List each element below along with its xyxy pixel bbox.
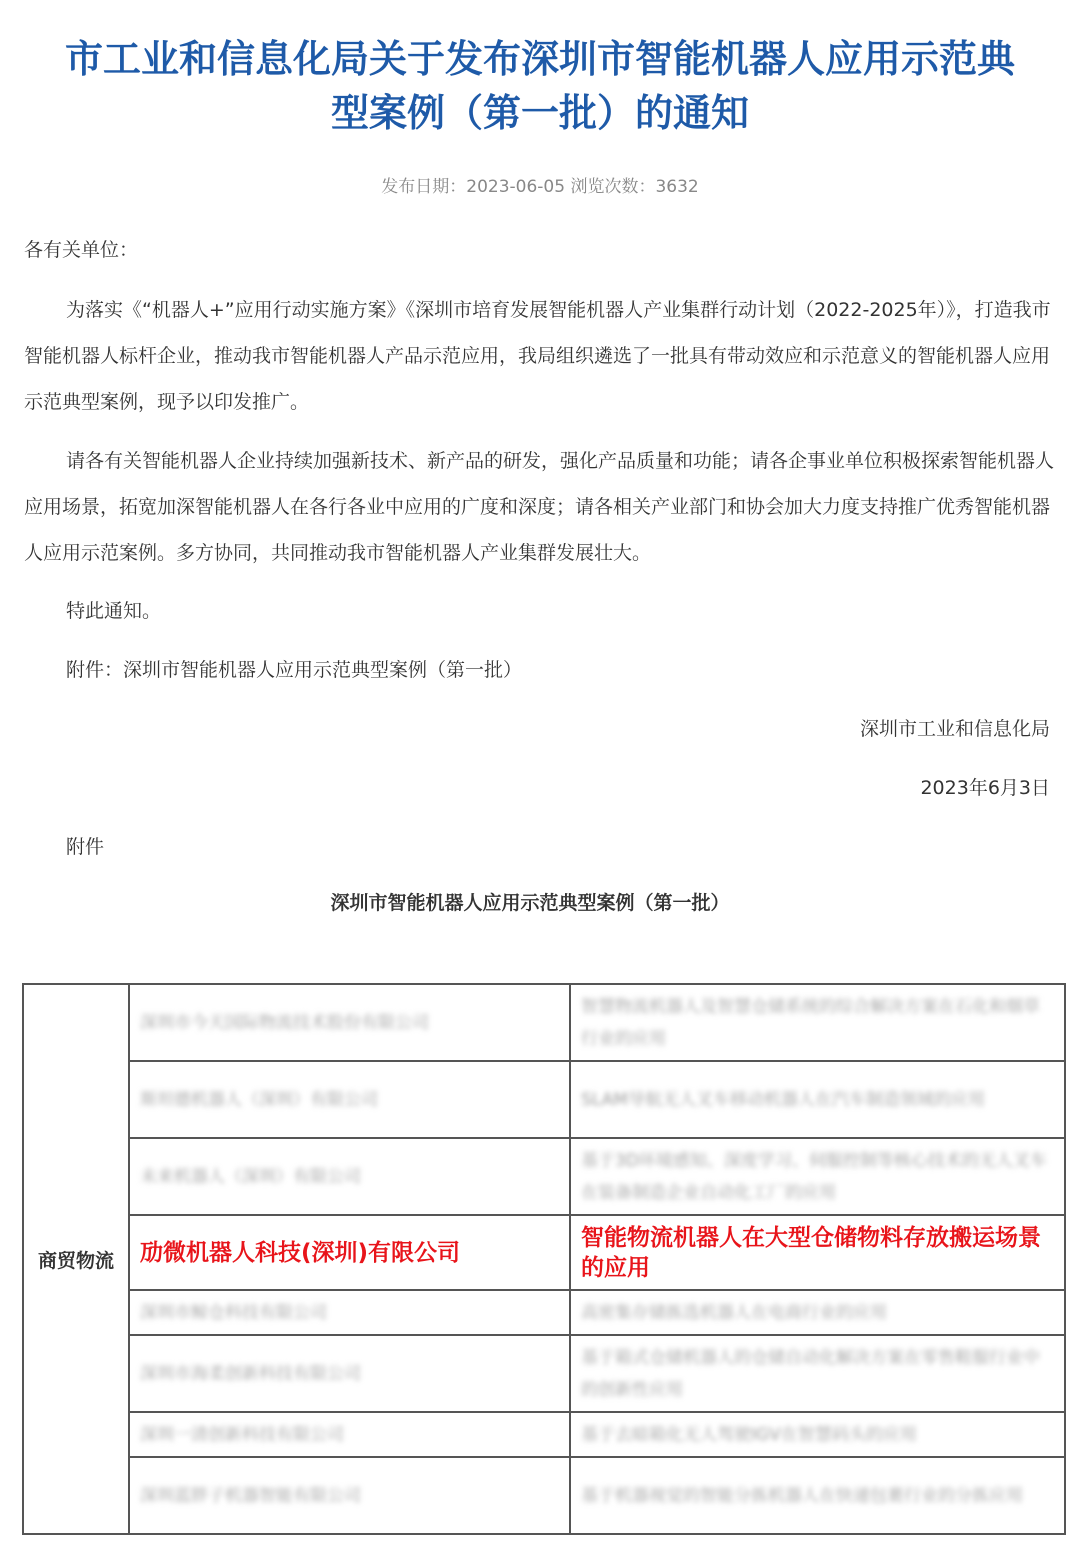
paragraph-2: 请各有关智能机器人企业持续加强新技术、新产品的研发，强化产品质量和功能；请各企事业单位积极探索智能机器人应用场景，拓宽加深智能机器人在各行各业中应用的广度和深度；请各相关产业部门和协会加大力度支持推广优秀智能机器人应用示范案例。多方协同，共同推动我市智能机器人产业集群发展壮大。 bbox=[24, 450, 1055, 564]
table-row bbox=[23, 1138, 1065, 1215]
page-title bbox=[0, 32, 1080, 140]
closing: 特此通知。 bbox=[66, 600, 162, 622]
paragraph-1: 为落实《“机器人+”应用行动实施方案》《深圳市培育发展智能机器人产业集群行动计划（2022-2025年）》，打造我市智能机器人标杆企业，推动我市智能机器人产品示范应用，我局组织遴选了一批具有带动效应和示范意义的智能机器人应用示范典型案例，现予以印发推广。 bbox=[24, 299, 1051, 413]
case-cell: 高密集存储拣选机器人在电商行业的应用 bbox=[570, 1290, 1065, 1335]
table-row bbox=[23, 1290, 1065, 1335]
company-cell: 深圳市鲸仓科技有限公司 bbox=[129, 1290, 570, 1335]
case-cell: SLAM导航无人叉车移动机器人在汽车制造领域的应用 bbox=[570, 1061, 1065, 1138]
company-cell: 深圳蓝胖子机器智能有限公司 bbox=[129, 1457, 570, 1534]
table-row bbox=[23, 1061, 1065, 1138]
company-cell: 深圳市今天国际物流技术股份有限公司 bbox=[129, 984, 570, 1061]
table-caption: 深圳市智能机器人应用示范典型案例（第一批） bbox=[330, 892, 730, 914]
title-line-2: 型案例（第一批）的通知 bbox=[330, 91, 749, 135]
case-cell: 基于3D环境感知、深度学习、伺服控制等核心技术的无人叉车在装备制造企业自动化工厂的应用 bbox=[570, 1138, 1065, 1215]
table-row-highlighted bbox=[23, 1215, 1065, 1290]
company-cell: 未来机器人（深圳）有限公司 bbox=[129, 1138, 570, 1215]
case-cell: 基于箱式仓储机器人的仓储自动化解决方案在零售鞋服行业中的创新性应用 bbox=[570, 1335, 1065, 1412]
table-row bbox=[23, 1457, 1065, 1534]
case-cell: 基于去暗箱化无人驾驶IGV在智慧码头的应用 bbox=[570, 1412, 1065, 1457]
attachment-line: 附件：深圳市智能机器人应用示范典型案例（第一批） bbox=[66, 659, 523, 681]
case-cell: 智慧物流机器人及智慧仓储系统的综合解决方案在石化和烟草行业的应用 bbox=[570, 984, 1065, 1061]
salutation: 各有关单位： bbox=[24, 239, 139, 261]
cases-table bbox=[22, 983, 1066, 1535]
table-row bbox=[23, 1412, 1065, 1457]
table-row bbox=[23, 1335, 1065, 1412]
signature: 深圳市工业和信息化局 bbox=[859, 718, 1050, 740]
company-cell: 深圳一清创新科技有限公司 bbox=[129, 1412, 570, 1457]
signature-date: 2023年6月3日 bbox=[920, 777, 1050, 799]
case-cell: 基于机器视觉的智能分拣机器人在快递包裹行业的分拣应用 bbox=[570, 1457, 1065, 1534]
company-cell: 深圳市海柔创新科技有限公司 bbox=[129, 1335, 570, 1412]
attachment-label: 附件 bbox=[66, 836, 105, 858]
company-cell: 斯坦德机器人（深圳）有限公司 bbox=[129, 1061, 570, 1138]
title-line-1: 市工业和信息化局关于发布深圳市智能机器人应用示范典 bbox=[64, 37, 1015, 81]
publish-meta: 发布日期：2023-06-05 浏览次数：3632 bbox=[381, 177, 699, 197]
table-row bbox=[23, 984, 1065, 1061]
category-cell: 商贸物流 bbox=[23, 984, 129, 1534]
case-cell-highlighted: 智能物流机器人在大型仓储物料存放搬运场景的应用 bbox=[570, 1215, 1065, 1290]
company-cell-highlighted: 劢微机器人科技(深圳)有限公司 bbox=[129, 1215, 570, 1290]
